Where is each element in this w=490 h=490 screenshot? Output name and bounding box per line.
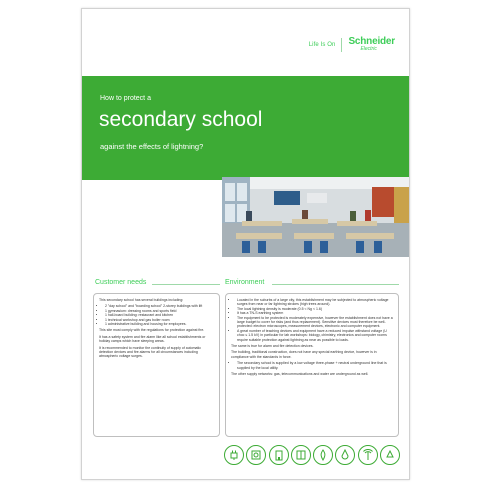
supply-list [231,361,393,370]
customer-needs-heading: Customer needs [95,279,147,286]
env-paragraph: The building, traditional construction, does not have any special earthing device, however is in compliance with the standards in force. [231,350,377,359]
brand-divider [341,38,342,52]
building-icon [269,445,289,465]
list-item: • 2 "day school" and "boarding school" 2-storey buildings with lift [105,304,214,308]
needs-paragraph: This site must comply with the regulations for protection against fire. [99,328,205,333]
needs-paragraph: It has a safety system and fire alarm like all school establishments or holiday camps which have sleeping areas. [99,334,206,344]
classroom-photo [222,177,409,257]
env-paragraph: The same is true for alarm and fire detection devices. [231,344,314,349]
icon-row [224,445,400,467]
tagline: Life Is On [308,41,336,48]
needs-paragraph: It is recommended to monitor the continuity of supply of automatic detection devices and fire alarms for all circumstances including atmospheric voltage surges. [99,345,201,359]
hero-title: secondary school [99,108,263,131]
list-item: • It has a TN-S earthing system [237,311,393,315]
list-item: • The local lightning density is moderate (0.5 < Ng < 1.6) [237,307,393,311]
hero-pre-title: How to protect a [100,95,151,102]
list-item: • Located in the suburbs of a large city, this establishment may be subjected to atmospheric voltage surges from near or far lightning strokes (high trees around). [237,298,393,307]
list-item: • The secondary school is supplied by a low voltage three-phase + neutral underground line that is supplied by the local utility. [237,361,393,370]
needs-intro: This secondary school has several buildings including: [99,298,184,302]
list-item: • 1 technical workshop and gas boiler room [105,318,214,322]
schneider-logo [348,37,395,52]
telecom-icon [358,445,378,465]
customer-needs-box [93,293,220,437]
logo-main: Schneider [348,36,395,47]
hero-post-title: against the effects of lightning? [100,142,204,151]
classroom-illustration [222,177,409,257]
hero-banner [82,76,409,180]
environment-rule [272,284,399,285]
gas-icon [313,445,333,465]
customer-needs-rule [152,284,220,285]
environment-heading: Environment [225,279,265,286]
environment-list [231,298,393,342]
recycle-icon [380,445,400,465]
env-paragraph: The other supply networks: gas, telecommunications and water are underground as well. [231,372,369,377]
cabinet-icon [291,445,311,465]
list-item: • 1 administrative building and housing for employees. [105,322,214,326]
buildings-list [99,304,214,326]
plug-icon [224,445,244,465]
list-item: • The equipment to be protected is moderately expensive, however the establishment does not have a large budget to cover for risks (and thus replacement). Sensitive devices must therefore be well-protected: electron microscopes, measurement devices, electronic and computer equipment. [237,316,393,329]
logo-sub: Electric [360,46,377,52]
water-icon [335,445,355,465]
meter-icon [246,445,266,465]
list-item: • 1 hall-board building: restaurant and kitchen [105,313,214,317]
list-item: • A great number of teaching devices and equipment have a reduced impulse withstand voltage (U choc ≤ 1.5 kV) in particular for lab workshops: biology, chimistry, electronics and computer rooms require suitable protection against lightning as near as possible to loads. [237,329,393,342]
brochure-page [81,8,410,480]
list-item: • 1 gymnasium: dressing rooms and sports field [105,309,214,313]
environment-box [225,293,399,437]
brand-bar [309,37,395,52]
